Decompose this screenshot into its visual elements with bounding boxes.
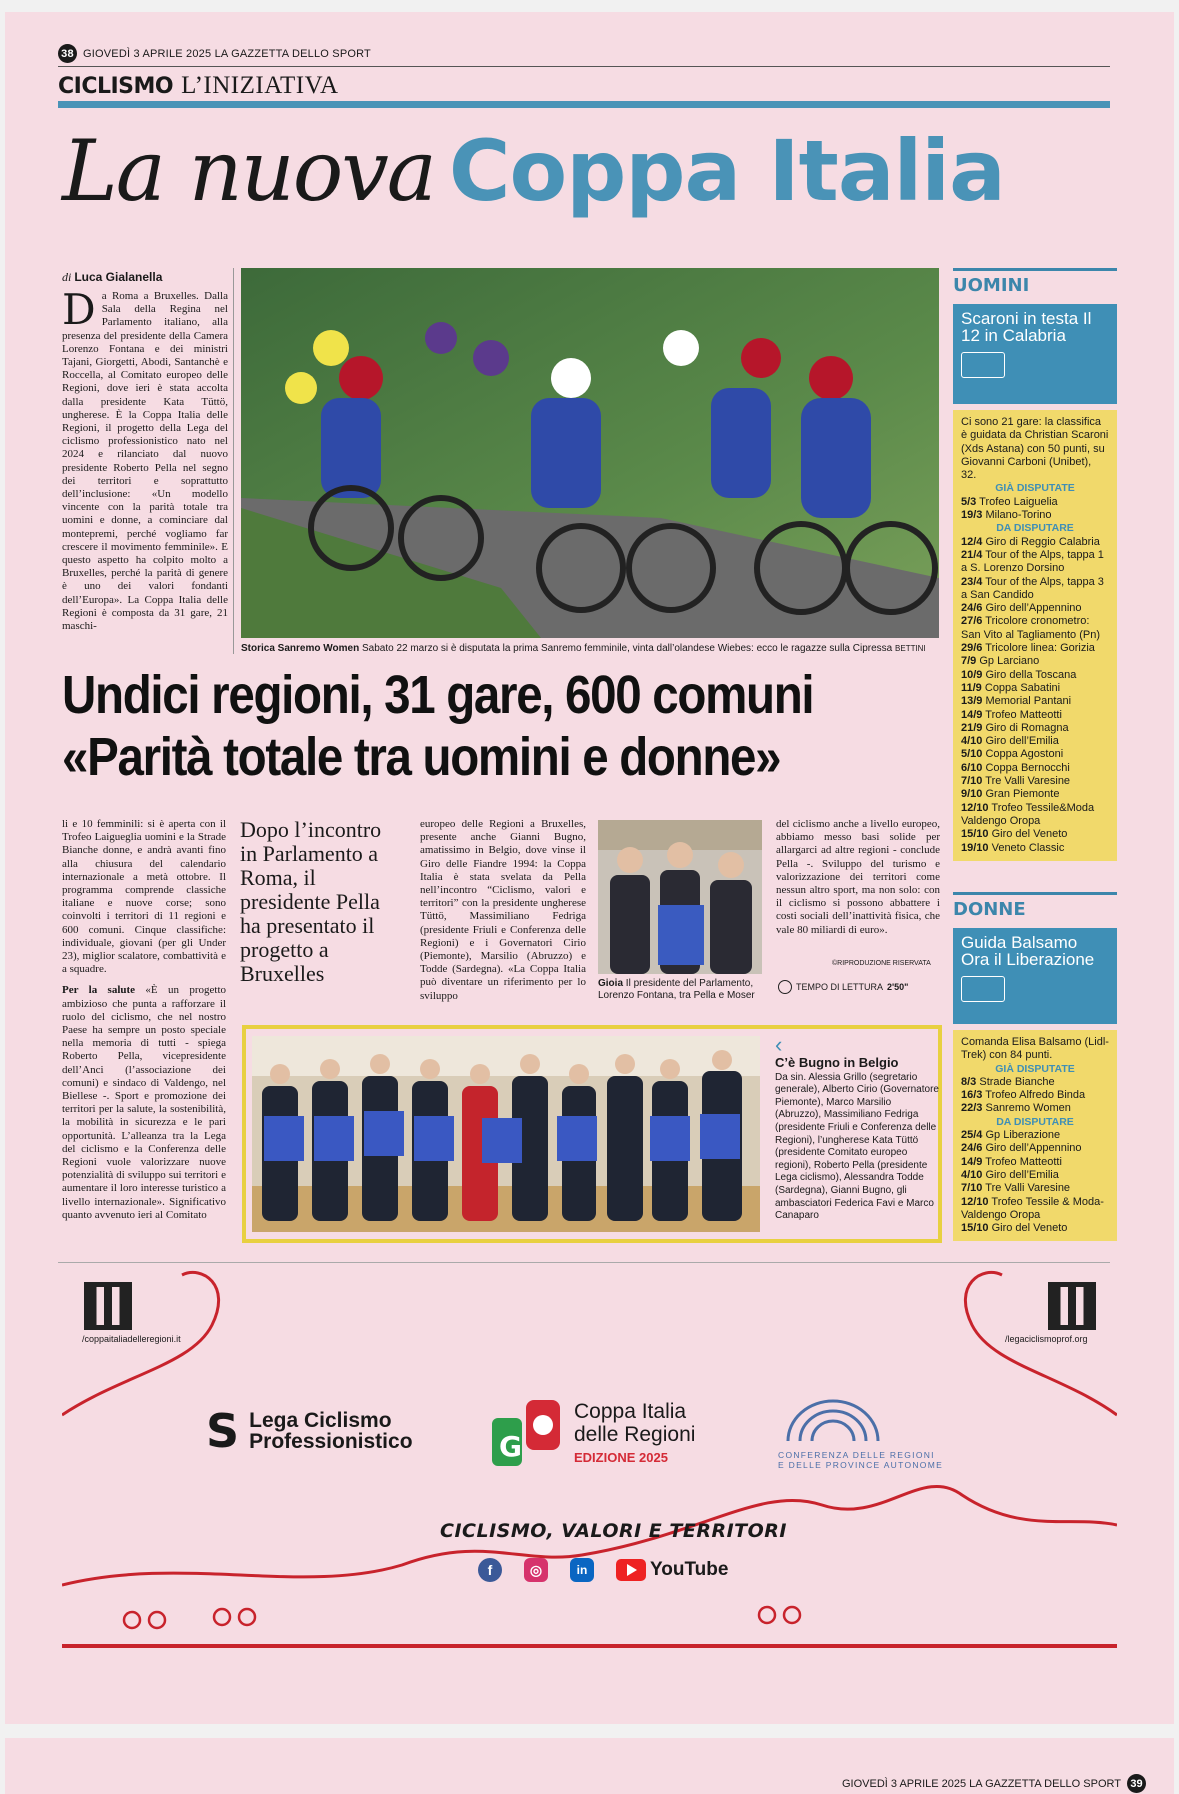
coppa-cgs-icon: [490, 1398, 562, 1470]
conferenza-logo: CONFERENZA DELLE REGIONI E DELLE PROVINCE AUTONOME: [778, 1395, 943, 1470]
race-item: 15/10 Giro del Veneto: [961, 1222, 1068, 1235]
race-item: 16/3 Trofeo Alfredo Binda: [961, 1089, 1086, 1102]
author: Luca Gialanella: [74, 270, 163, 284]
article-column-4: del ciclismo anche a livello europeo, abbiamo messo basi solide per allargarci ad altre regioni - conclude Pella -. Sviluppo del turismo e valorizzazione dei territori come nessun altro sport, ma non solo: con il ciclismo si possono abbattere i costi sociali dell’inattività fisica, che vale 80 miliardi di euro».: [776, 818, 940, 936]
pull-quote: Dopo l’incontro in Parlamento a Roma, il presidente Pella ha presentato il progetto a Bruxelles: [240, 817, 382, 986]
race-item: 12/10 Trofeo Tessile & Moda-Valdengo Oropa: [961, 1195, 1104, 1221]
headline-part1: La nuova: [62, 122, 435, 220]
gioia-caption: Gioia Il presidente del Parlamento, Lorenzo Fontana, tra Pella e Moser: [598, 978, 755, 1001]
race-item: 14/9 Trofeo Matteotti: [961, 708, 1062, 721]
parliament-photo: [598, 820, 762, 974]
dropcap: D: [62, 290, 96, 334]
group-photo: [252, 1036, 760, 1232]
race-item: 27/6 Tricolore cronometro: San Vito al Tagliamento (Pn): [961, 615, 1101, 641]
sidebar-men-list: Ci sono 21 gare: la classifica è guidata da Christian Scaroni (Xds Astana) con 50 punti, su Giovanni Carboni (Unibet), 32. GIÀ DISPUTATE 5/3 Trofeo Laiguelia 19/3 Milano-Torino DA DISPUTARE 12/4 Giro di Reggio Calabria 21/4 Tour of the Alps, tappa 1 a S. Lorenzo Dorsino 23/4 Tour of the Alps, tappa 3 a San Candido 24/6 Giro dell’Appennino 27/6 Tricolore cronometro: San Vito al Tagliamento (Pn) 29/6 Tricolore linea: Gorizia 7/9 Gp Larciano 10/9 Giro della Toscana 11/9 Coppa Sabatini 13/9 Memorial Pantani 14/9 Trofeo Matteotti 21/9 Giro di Romagna 4/10 Giro dell’Emilia 5/10 Coppa Agostoni 6/10 Coppa Bernocchi 7/10 Tre Valli Varesine 9/10 Gran Piemonte 12/10 Trofeo Tessile&Moda Valdengo Oropa 15/10 Giro del Veneto 19/10 Veneto Classic: [953, 410, 1117, 861]
linkedin-icon[interactable]: in: [570, 1558, 594, 1582]
race-item: 23/4 Tour of the Alps, tappa 3 a San Candido: [961, 575, 1104, 601]
race-item: 5/10 Coppa Agostoni: [961, 748, 1064, 761]
instagram-icon[interactable]: ◎: [524, 1558, 548, 1582]
race-item: 14/9 Trofeo Matteotti: [961, 1155, 1062, 1168]
lega-logo: S Lega Ciclismo Professionistico: [206, 1404, 413, 1458]
race-item: 19/3 Milano-Torino: [961, 509, 1052, 522]
sidebar-men-heading: UOMINI: [953, 268, 1117, 296]
race-item: 24/6 Giro dell’Appennino: [961, 602, 1082, 615]
rights-notice: ©RIPRODUZIONE RISERVATA: [832, 960, 931, 967]
page-number: 38: [58, 44, 77, 63]
sidebar-women-heading: DONNE: [953, 892, 1117, 920]
race-item: 21/4 Tour of the Alps, tappa 1 a S. Lorenzo Dorsino: [961, 548, 1104, 575]
sidebar-men-box: [953, 304, 1117, 404]
race-item: 25/4 Gp Liberazione: [961, 1129, 1061, 1142]
coppa-logo: G Coppa Italia delle Regioni EDIZIONE 2025: [490, 1398, 695, 1470]
youtube-icon: [616, 1559, 646, 1581]
race-item: 21/9 Giro di Romagna: [961, 721, 1069, 734]
advert-rule: [58, 1262, 1110, 1263]
paragraph-lead: Per la salute: [62, 984, 136, 997]
advert-motto: CICLISMO, VALORI E TERRITORI: [440, 1520, 787, 1542]
byline: di Luca Gialanella: [62, 270, 163, 284]
next-page-folio: GIOVEDÌ 3 APRILE 2025 LA GAZZETTA DELLO SPORT 39: [842, 1774, 1146, 1793]
race-item: 10/9 Giro della Toscana: [961, 668, 1077, 681]
chevron-left-icon: ‹: [775, 1032, 783, 1057]
headline-part2: Coppa Italia: [448, 122, 1005, 220]
qr-code-right[interactable]: [1048, 1282, 1096, 1330]
qr-code-left[interactable]: [84, 1282, 132, 1330]
qr-right-label[interactable]: /legaciclismoprof.org: [1005, 1334, 1088, 1344]
conferenza-arcs-icon: [778, 1395, 888, 1443]
qr-left-label[interactable]: /coppaitaliadelleregioni.it: [82, 1334, 181, 1344]
sidebar-women: [953, 892, 1117, 1241]
sidebar-men-title: Scaroni in testa Il 12 in Calabria: [961, 309, 1092, 345]
sidebar-women-list: Comanda Elisa Balsamo (Lidl-Trek) con 84 punti. GIÀ DISPUTATE 8/3 Strade Bianche 16/3 Trofeo Alfredo Binda 22/3 Sanremo Women DA DISPUTARE 25/4 Gp Liberazione 24/6 Giro dell’Appennino 14/9 Trofeo Matteotti 4/10 Giro dell’Emilia 7/10 Tre Valli Varesine 12/10 Trofeo Tessile & Moda-Valdengo Oropa 15/10 Giro del Veneto: [953, 1030, 1117, 1241]
race-item: 12/4 Giro di Reggio Calabria: [961, 535, 1100, 548]
race-item: 7/10 Tre Valli Varesine: [961, 1182, 1071, 1195]
chart-icon: [961, 976, 1005, 1002]
race-item: 29/6 Tricolore linea: Gorizia: [961, 642, 1095, 655]
race-item: 12/10 Trofeo Tessile&Moda Valdengo Oropa: [961, 801, 1095, 827]
sidebar-women-box: [953, 928, 1117, 1024]
race-item: 7/10 Tre Valli Varesine: [961, 775, 1071, 788]
race-item: 6/10 Coppa Bernocchi: [961, 761, 1070, 774]
race-item: 5/3 Trofeo Laiguelia: [961, 495, 1058, 508]
race-item: 24/6 Giro dell’Appennino: [961, 1142, 1082, 1155]
section-label: [58, 72, 339, 100]
next-page-number: 39: [1127, 1774, 1146, 1793]
youtube-link[interactable]: YouTube: [616, 1559, 728, 1581]
reading-time: TEMPO DI LETTURA 2'50": [778, 980, 908, 994]
facebook-icon[interactable]: f: [478, 1558, 502, 1582]
race-item: 8/3 Strade Bianche: [961, 1075, 1055, 1088]
article-title: Undici regioni, 31 gare, 600 comuni «Parità totale tra uomini e donne»: [62, 665, 814, 787]
svg-text:G: G: [499, 1430, 522, 1463]
sidebar-men: [953, 268, 1117, 861]
race-item: 11/9 Coppa Sabatini: [961, 681, 1061, 694]
section-rule: [58, 101, 1110, 108]
page-folio: [58, 44, 371, 63]
article-column-3: europeo delle Regioni a Bruxelles, presente anche Gianni Bugno, amatissimo in Belgio, dove vinse il Giro delle Fiandre 1994: la Coppa Italia è stata svelata da Pella nell’incontro “Ciclismo, valori e territori” con la presidente ungherese Tüttö, Massimiliano Fedriga (presidente Friuli e Conferenza delle Regioni) e i Governatori Cirio (Piemonte), Marsilio (Abruzzo) e Todde (Sardegna). «La Coppa Italia può diventare un riferimento per lo sviluppo: [420, 818, 586, 1002]
chart-icon: [961, 352, 1005, 378]
race-item: 4/10 Giro dell’Emilia: [961, 735, 1059, 748]
race-item: 4/10 Giro dell’Emilia: [961, 1168, 1059, 1181]
lega-s-icon: S: [206, 1404, 240, 1458]
header-rule: [58, 66, 1110, 67]
clock-icon: [778, 980, 792, 994]
photo-caption: Storica Sanremo Women Sabato 22 marzo si è disputata la prima Sanremo femminile, vinta dall’olandese Wiebes: ecco le ragazze sulla Cipressa BETTINI: [241, 643, 926, 654]
race-item: 7/9 Gp Larciano: [961, 655, 1040, 668]
main-headline: [62, 122, 1005, 220]
sidebar-women-title: Guida Balsamo Ora il Liberazione: [961, 933, 1095, 969]
race-item: 9/10 Gran Piemonte: [961, 788, 1060, 801]
bugno-title: C’è Bugno in Belgio: [775, 1055, 899, 1070]
bugno-caption: [775, 1032, 940, 1223]
bugno-text: Da sin. Alessia Grillo (segretario generale), Alberto Cirio (Governatore Piemonte), Marco Marsilio (Abruzzo), Massimiliano Fedriga (presidente Friuli e Conferenza delle Regioni), l’ungherese Kata Tüttö (presidente Comitato europeo regioni), Roberto Pella (presidente Lega ciclismo), Alessandra Todde (Sardegna), Gianni Bugno, gli ambasciatori Federica Favi e Marco Canaparo: [775, 1071, 939, 1222]
race-item: 22/3 Sanremo Women: [961, 1102, 1071, 1115]
cyclists-photo: [241, 268, 939, 638]
race-item: 19/10 Veneto Classic: [961, 841, 1065, 854]
article-column-1: D a Roma a Bruxelles. Dalla Sala della Regina nel Parlamento italiano, alla presenza del presidente della Camera Lorenzo Fontana e dei ministri Tajani, Giorgetti, Abodi, Santanchè e Roccella, al Comitato europeo delle Regioni, dove ieri è stata accolta dalla presidente Kata Tüttö, ungherese. È la Coppa Italia delle Regioni, il progetto della Lega del ciclismo professionistico nato nel 2024 e rilanciato dal nuovo presidente Roberto Pella nel segno dei territori e soprattutto dell’inclusione: «Un modello vincente con la parità totale tra uomini e donne, a cominciare dal montepremi, perché vogliamo far crescere il movimento femminile». E questo aspetto ha colpito molto a Bruxelles, perché la parità di genere è uno dei valori fondanti dell’Europa». La Coppa Italia delle Regioni è composta da 31 gare, 21 maschi-: [62, 290, 228, 633]
advert-bottom-rule: [62, 1644, 1117, 1648]
dateline: GIOVEDÌ 3 APRILE 2025 LA GAZZETTA DELLO SPORT: [83, 47, 371, 60]
subsection-name: L’INIZIATIVA: [181, 72, 339, 99]
social-links: [478, 1558, 728, 1582]
article-column-2: li e 10 femminili: si è aperta con il Trofeo Laigueglia uomini e la Strade Bianche donne, e andrà avanti fino alla chiusura del calendario internazionale a metà ottobre. Il programma comprende classiche italiane e nuove corse; sono coinvolti i territori di 11 regioni e 600 comuni. Cinque classifiche: individuale, giovani (per gli Under 23), miglior scalatore, combattività e a squadre. Per la salute «È un progetto ambizioso che punta a rafforzare il ruolo del ciclismo, che nel nostro Paese ha sempre un posto speciale nella memoria di tutti - spiega Roberto Pella, vicepresidente dell’Anci (l’associazione dei comuni) e sindaco di Valdengo, nel Biellese -. Sport e promozione dei territori per la salute, la sostenibilità, la mobilità in sicurezza e le pari opportunità. L’alleanza tra la Lega del ciclismo e la Conferenza delle Regioni vuole valorizzare nuove potenzialità di sviluppo sui territori e aumentare il loro interesse turistico a livello internazionale». Significativo quanto avvenuto ieri al Comitato: [62, 818, 226, 1221]
race-item: 13/9 Memorial Pantani: [961, 695, 1072, 708]
column-divider: [233, 268, 234, 654]
race-item: 15/10 Giro del Veneto: [961, 828, 1068, 841]
section-name: CICLISMO: [58, 74, 174, 99]
